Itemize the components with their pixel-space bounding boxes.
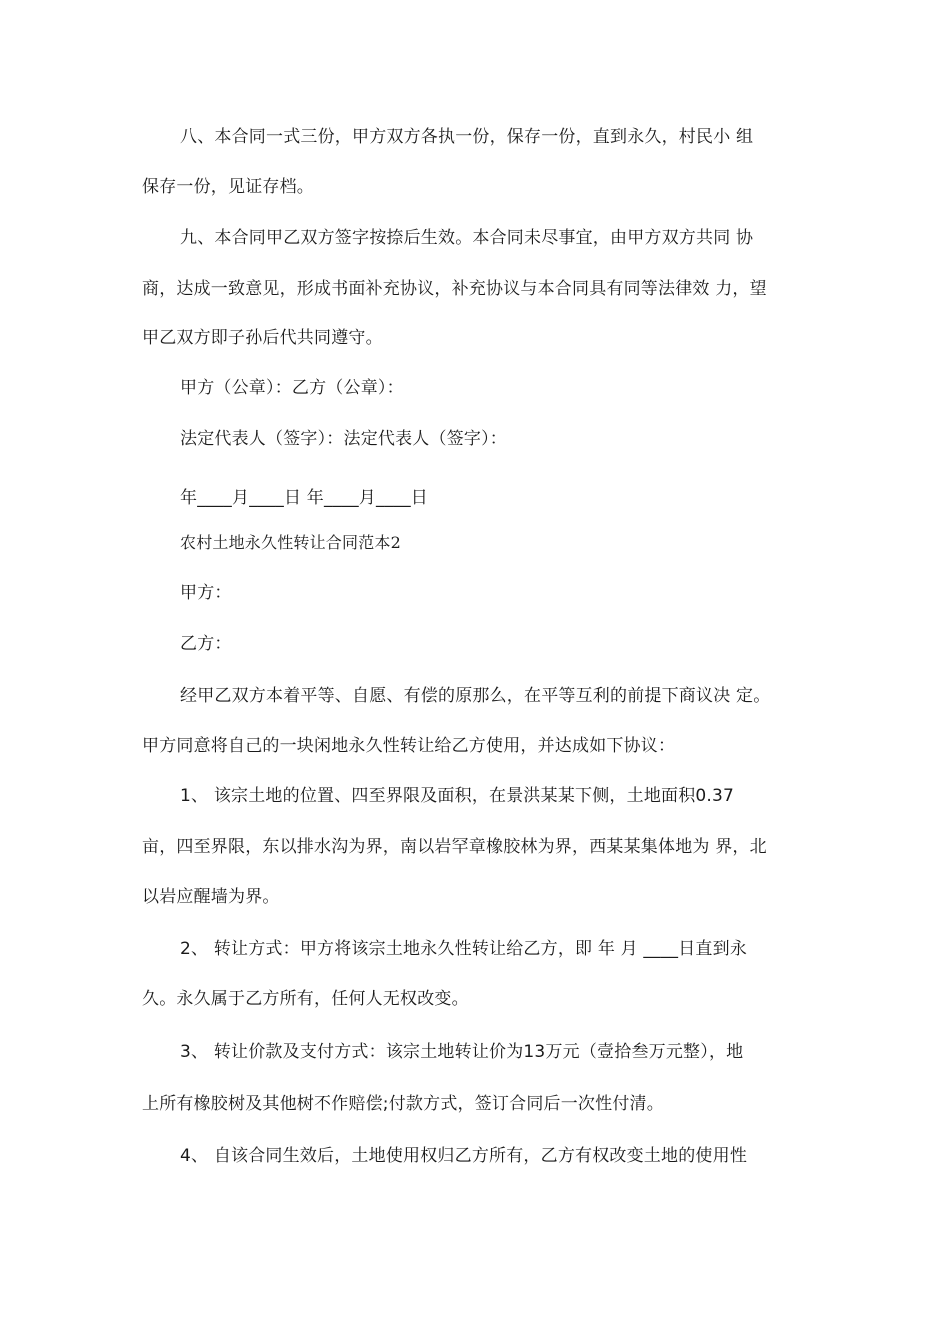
clause-1-line-1: 1、 该宗土地的位置、四至界限及面积，在景洪某某下侧，土地面积0.37 (180, 786, 735, 806)
clause-8-line-2: 保存一份，见证存档。 (142, 177, 314, 197)
clause-2-line-2: 久。永久属于乙方所有，任何人无权改变。 (142, 989, 469, 1009)
clause-3-line-2: 上所有橡胶树及其他树不作赔偿;付款方式，签订合同后一次性付清。 (142, 1094, 664, 1114)
party-b-label: 乙方： (180, 634, 232, 654)
representative-line: 法定代表人（签字）：法定代表人（签字）： (180, 429, 507, 449)
date-line: 年____月____日 年____月____日 (180, 488, 429, 508)
clause-9-line-2: 商，达成一致意见，形成书面补充协议，补充协议与本合同具有同等法律效 力，望 (142, 279, 767, 299)
clause-4-line-1: 4、 自该合同生效后，土地使用权归乙方所有，乙方有权改变土地的使用性 (180, 1146, 748, 1166)
clause-9-line-1: 九、本合同甲乙双方签字按捺后生效。本合同未尽事宜，由甲方双方共同 协 (180, 228, 754, 248)
preamble-line-1: 经甲乙双方本着平等、自愿、有偿的原那么，在平等互利的前提下商议决 定。 (180, 686, 771, 706)
clause-1-line-3: 以岩应醒墙为界。 (142, 887, 280, 907)
preamble-line-2: 甲方同意将自己的一块闲地永久性转让给乙方使用，并达成如下协议： (142, 736, 676, 756)
clause-1-line-2: 亩，四至界限，东以排水沟为界，南以岩罕章橡胶林为界，西某某集体地为 界，北 (142, 837, 767, 857)
clause-3-line-1: 3、 转让价款及支付方式：该宗土地转让价为13万元（壹拾叁万元整），地 (180, 1042, 744, 1062)
party-a-label: 甲方： (180, 583, 232, 603)
seal-line: 甲方（公章）：乙方（公章）： (180, 378, 404, 398)
contract-title: 农村土地永久性转让合同范本2 (180, 533, 401, 552)
clause-8-line-1: 八、本合同一式三份，甲方双方各执一份，保存一份，直到永久，村民小 组 (180, 127, 754, 147)
clause-9-line-3: 甲乙双方即子孙后代共同遵守。 (142, 328, 383, 348)
clause-2-line-1: 2、 转让方式：甲方将该宗土地永久性转让给乙方，即 年 月 ____日直到永 (180, 939, 748, 959)
